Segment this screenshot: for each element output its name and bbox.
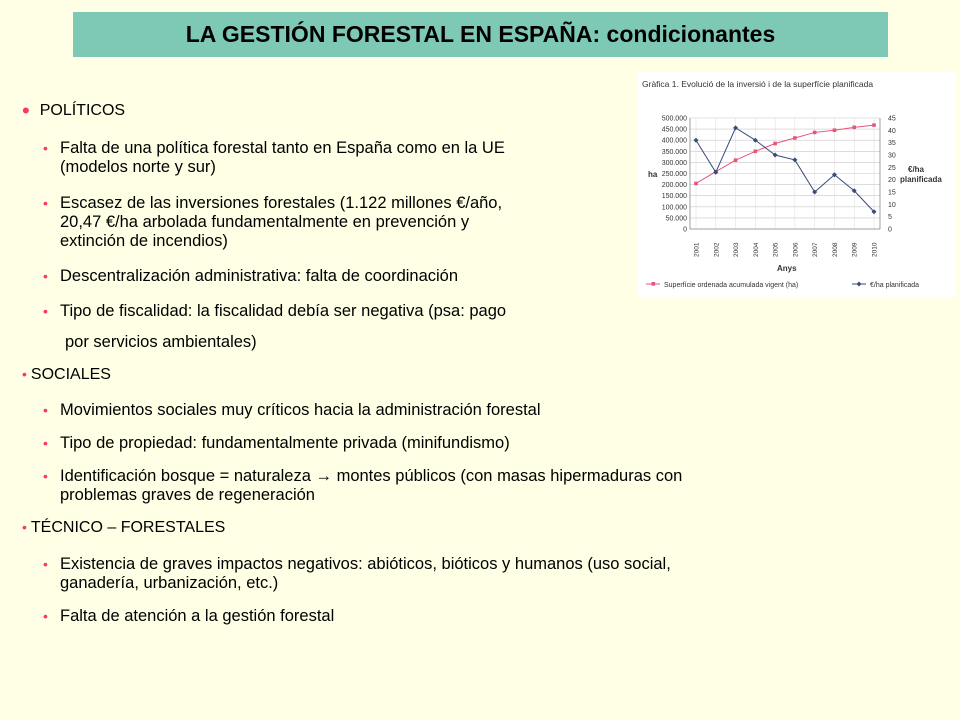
bullet: • xyxy=(22,98,30,123)
y-tick-label-left: 250.000 xyxy=(661,171,687,178)
item-line xyxy=(60,467,903,486)
heading-tecnico-text: TÉCNICO – FORESTALES xyxy=(30,519,226,536)
investment-chart xyxy=(638,72,956,297)
list-item xyxy=(43,607,903,626)
item-continuation: por servicios ambientales) xyxy=(65,333,257,351)
x-tick-label: 2002 xyxy=(713,242,721,257)
item-line: Descentralización administrativa: falta de coordinación xyxy=(60,267,459,285)
bullet: • xyxy=(43,268,48,284)
legend-label: Superfície ordenada acumulada vigent (ha) xyxy=(664,282,799,289)
item-line: extinción de incendios) xyxy=(60,232,228,250)
y-tick-label-right: 45 xyxy=(888,115,896,123)
y-tick-label-right: 10 xyxy=(888,201,896,209)
bullet: • xyxy=(22,366,27,382)
bullet: • xyxy=(43,608,48,624)
x-tick-label: 2010 xyxy=(871,242,879,257)
y-tick-label-right: 35 xyxy=(888,140,896,148)
item-line: ganadería, urbanización, etc.) xyxy=(60,574,279,592)
x-tick-label: 2006 xyxy=(792,242,800,257)
y-tick-label-left: 500.000 xyxy=(661,115,687,123)
heading-politicos-text: POLÍTICOS xyxy=(39,102,126,119)
item-line: Falta de una política forestal tanto en España como en la UE xyxy=(60,139,505,157)
list-item xyxy=(43,467,903,505)
y-tick-label-left: 300.000 xyxy=(661,159,687,167)
data-point xyxy=(852,126,856,130)
item-text: montes públicos (con masas hipermaduras con xyxy=(331,467,683,485)
heading-sociales-text: SOCIALES xyxy=(30,366,111,383)
item-text: Identificación bosque = naturaleza xyxy=(60,467,311,485)
y-tick-label-right: 5 xyxy=(888,214,892,222)
list-item xyxy=(43,434,903,453)
x-tick-label: 2003 xyxy=(733,242,741,257)
y-tick-label-left: 450.000 xyxy=(661,126,687,134)
data-point xyxy=(754,150,758,154)
item-line: Movimientos sociales muy críticos hacia la administración forestal xyxy=(60,401,541,419)
item-line: Existencia de graves impactos negativos: abióticos, bióticos y humanos (uso social, xyxy=(60,555,671,573)
list-item xyxy=(43,401,903,420)
y-axis-label-right: planificada xyxy=(900,175,942,184)
y-tick-label-right: 40 xyxy=(888,127,896,135)
data-point xyxy=(733,125,738,130)
item-line: problemas graves de regeneración xyxy=(60,486,315,504)
chart-title: Gràfica 1. Evolució de la inversió i de la superfície planificada xyxy=(642,79,874,89)
bullet: • xyxy=(43,402,48,418)
bullet: • xyxy=(43,140,48,156)
list-item xyxy=(43,555,903,593)
y-tick-label-left: 350.000 xyxy=(661,148,687,156)
list-item xyxy=(43,302,903,321)
data-point xyxy=(813,131,817,135)
x-tick-label: 2007 xyxy=(812,242,820,257)
item-line: Falta de atención a la gestión forestal xyxy=(60,607,335,625)
data-point xyxy=(694,138,699,143)
heading-politicos xyxy=(22,98,126,123)
heading-sociales xyxy=(22,366,111,384)
legend-marker xyxy=(857,282,862,287)
item-line: (modelos norte y sur) xyxy=(60,158,216,176)
x-tick-label: 2005 xyxy=(772,242,780,257)
y-tick-label-right: 20 xyxy=(888,177,896,185)
y-tick-label-left: 200.000 xyxy=(661,182,687,190)
item-line: Escasez de las inversiones forestales (1.122 millones €/año, xyxy=(60,194,503,212)
bullet: • xyxy=(43,303,48,319)
bullet: • xyxy=(22,519,27,535)
y-tick-label-left: 100.000 xyxy=(661,204,687,212)
heading-tecnico xyxy=(22,519,225,537)
bullet: • xyxy=(43,468,48,484)
arrow-right-icon: → xyxy=(315,467,332,485)
data-point xyxy=(833,128,837,132)
series-line xyxy=(696,125,874,183)
chart-svg xyxy=(638,72,956,297)
data-point xyxy=(792,157,797,162)
data-point xyxy=(793,136,797,140)
y-tick-label-left: 50.000 xyxy=(665,215,687,223)
legend-label: €/ha planificada xyxy=(870,282,920,289)
bullet: • xyxy=(43,195,48,211)
y-axis-label-right: €/ha xyxy=(908,165,925,174)
bullet: • xyxy=(43,556,48,572)
y-tick-label-left: 400.000 xyxy=(661,137,687,145)
data-point xyxy=(872,123,876,127)
x-axis-label: Anys xyxy=(777,264,797,273)
bullet: • xyxy=(43,435,48,451)
y-tick-label-left: 150.000 xyxy=(661,193,687,201)
y-tick-label-right: 15 xyxy=(888,189,896,197)
y-axis-label-left: ha xyxy=(648,170,658,179)
data-point xyxy=(694,182,698,186)
y-tick-label-right: 25 xyxy=(888,164,896,172)
y-tick-label-right: 0 xyxy=(888,226,892,234)
data-point xyxy=(773,142,777,146)
data-point xyxy=(734,158,738,162)
y-tick-label-left: 0 xyxy=(683,226,687,234)
legend-marker xyxy=(652,282,656,286)
slide-title: LA GESTIÓN FORESTAL EN ESPAÑA: condicionantes xyxy=(73,12,888,57)
item-line: Tipo de propiedad: fundamentalmente privada (minifundismo) xyxy=(60,434,510,452)
x-tick-label: 2001 xyxy=(693,242,701,257)
x-tick-label: 2009 xyxy=(851,242,859,257)
item-line: 20,47 €/ha arbolada fundamentalmente en prevención y xyxy=(60,213,470,231)
item-line: Tipo de fiscalidad: la fiscalidad debía ser negativa (psa: pago xyxy=(60,302,507,320)
x-tick-label: 2008 xyxy=(831,242,839,257)
y-tick-label-right: 30 xyxy=(888,152,896,160)
x-tick-label: 2004 xyxy=(752,242,760,257)
